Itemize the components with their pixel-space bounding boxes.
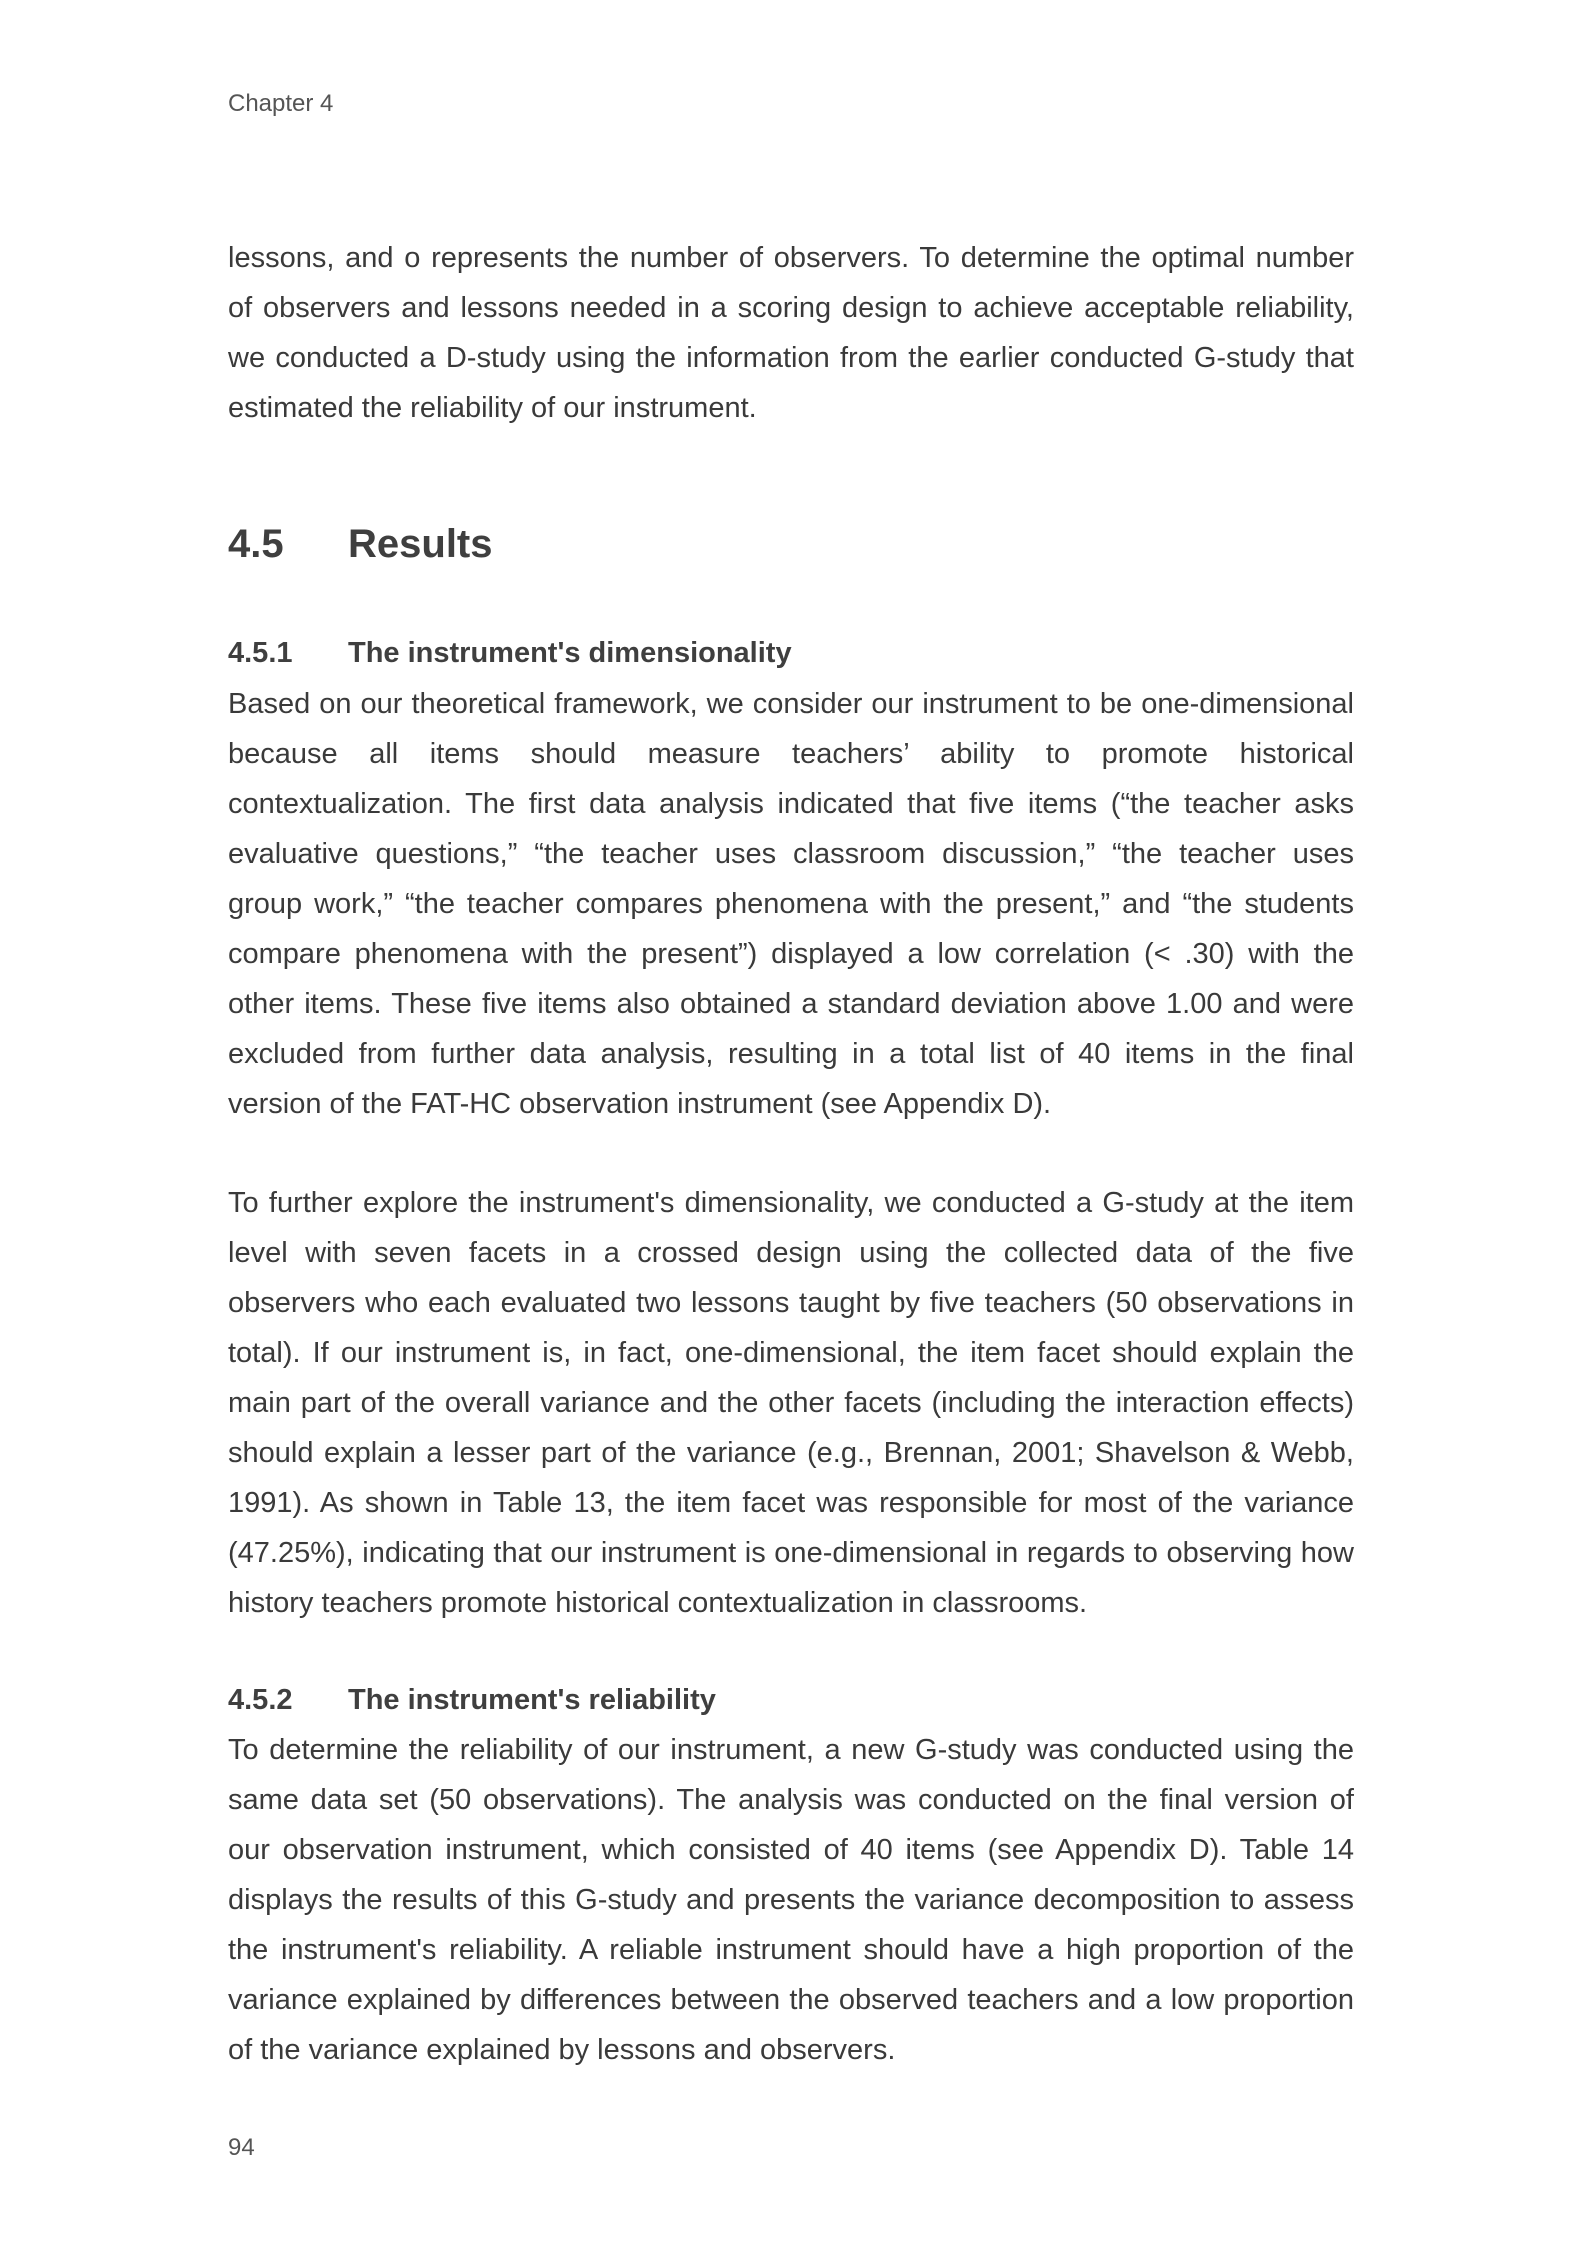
subsection-number: 4.5.1 (228, 637, 293, 669)
section-heading (228, 522, 493, 567)
reliability-paragraph-1: To determine the reliability of our instrument, a new G-study was conducted using the same data set (50 observations). The analysis was conducted on the final version of our observation instrument, which consisted of 40 items (see Appendix D). Table 14 displays the results of this G-study and presents the variance decomposition to assess the instrument's reliability. A reliable instrument should have a high proportion of the variance explained by differences between the observed teachers and a low proportion of the variance explained by lessons and observers. (228, 1734, 1354, 2066)
dimensionality-paragraph-1: Based on our theoretical framework, we consider our instrument to be one-dimensional because all items should measure teachers’ ability to promote historical contextualization. The first data analysis indicated that five items (“the teacher asks evaluative questions,” “the teacher uses classroom discussion,” “the teacher uses group work,” “the teacher compares phenomena with the present,” and “the students compare phenomena with the present”) displayed a low correlation (< .30) with the other items. These five items also obtained a standard deviation above 1.00 and were excluded from further data analysis, resulting in a total list of 40 items in the final version of the FAT-HC observation instrument (see Appendix D). (228, 688, 1354, 1120)
subsection-title: The instrument's reliability (348, 1684, 716, 1716)
page-number: 94 (228, 2134, 255, 2161)
intro-paragraph: lessons, and o represents the number of observers. To determine the optimal number of observers and lessons needed in a scoring design to achieve acceptable reliability, we conducted a D-study using the information from the earlier conducted G-study that estimated the reliability of our instrument. (228, 242, 1354, 424)
subsection-heading-dimensionality (228, 628, 792, 678)
subsection-title: The instrument's dimensionality (348, 637, 792, 669)
subsection-heading-reliability (228, 1675, 716, 1725)
section-number: 4.5 (228, 522, 284, 566)
dimensionality-paragraph-2: To further explore the instrument's dimensionality, we conducted a G-study at the item level with seven facets in a crossed design using the collected data of the five observers who each evaluated two lessons taught by five teachers (50 observations in total). If our instrument is, in fact, one-dimensional, the item facet should explain the main part of the overall variance and the other facets (including the interaction effects) should explain a lesser part of the variance (e.g., Brennan, 2001; Shavelson & Webb, 1991). As shown in Table 13, the item facet was responsible for most of the variance (47.25%), indicating that our instrument is one-dimensional in regards to observing how history teachers promote historical contextualization in classrooms. (228, 1187, 1354, 1619)
running-head: Chapter 4 (228, 90, 334, 117)
section-title: Results (348, 522, 493, 566)
subsection-number: 4.5.2 (228, 1684, 293, 1716)
